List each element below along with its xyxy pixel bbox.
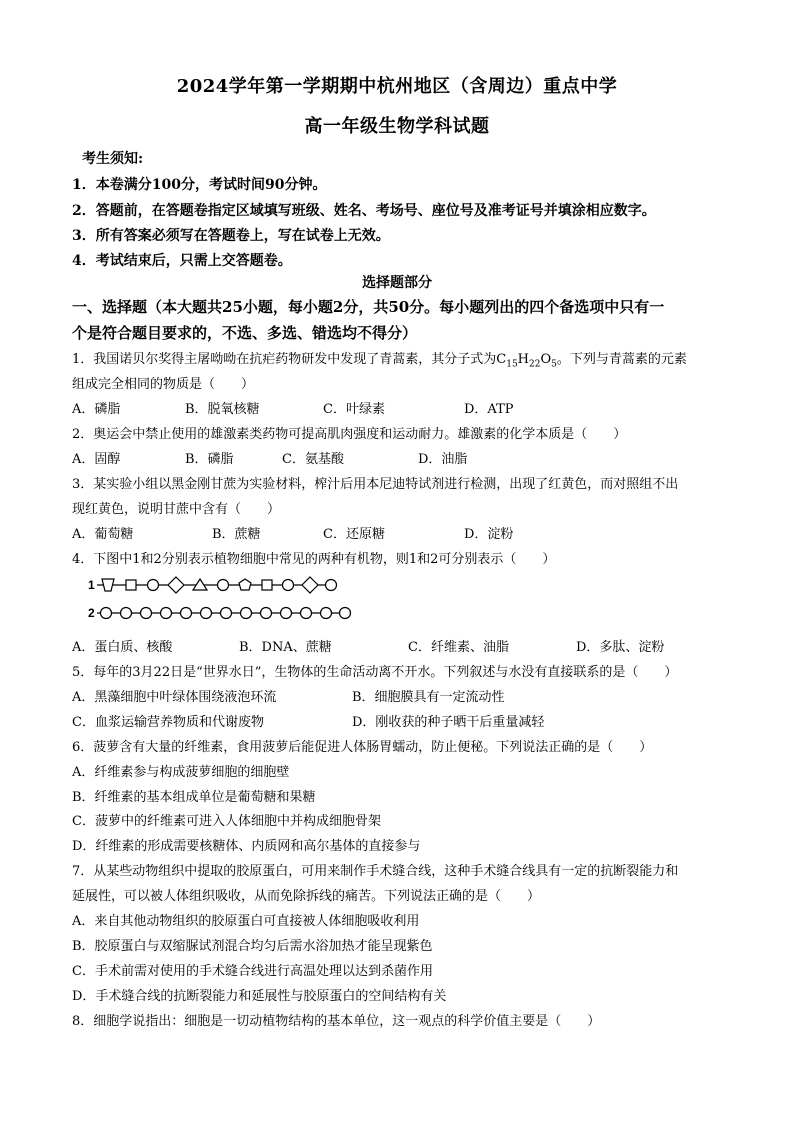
exam-subtitle: 高一年级生物学科试题 — [304, 116, 490, 137]
chain-1-square — [262, 580, 272, 590]
q3-option-d: D．淀粉 — [464, 527, 514, 542]
q6-option-c: C．菠萝中的纤维素可进入人体细胞中并构成细胞骨架 — [72, 814, 381, 829]
q2-option-b: B．磷脂 — [185, 452, 234, 467]
section-title: 选择题部分 — [362, 275, 432, 291]
chain-2-circle — [340, 608, 351, 619]
question-1-stem — [72, 348, 687, 370]
q1-formula-h: H — [517, 352, 530, 367]
chain-1-trapezoid — [102, 579, 114, 591]
question-8-stem: 8．细胞学说指出：细胞是一切动植物结构的基本单位，这一观点的科学价值主要是（ ） — [72, 1014, 601, 1029]
q7-option-c: C．手术前需对使用的手术缝合线进行高温处理以达到杀菌作用 — [72, 964, 433, 979]
chain-2-circle — [221, 608, 232, 619]
question-7-stem-line2: 延展性，可以被人体组织吸收，从而免除拆线的痛苦。下列说法正确的是（ ） — [72, 889, 541, 904]
q1-option-c: C．叶绿素 — [323, 402, 385, 417]
q2-option-c: C．氨基酸 — [282, 452, 344, 467]
q5-option-c: C．血浆运输营养物质和代谢废物 — [72, 715, 264, 730]
q5-option-d: D．刚收获的种子晒干后重量减轻 — [352, 715, 545, 730]
chain-2-circle — [261, 608, 272, 619]
part-heading-line2: 个是符合题目要求的，不选、多选、错选均不得分） — [72, 324, 418, 342]
question-2-stem: 2．奥运会中禁止使用的雄激素类药物可提高肌肉强度和运动耐力。雄激素的化学本质是（ ） — [72, 427, 627, 442]
question-3-stem-line2: 现红黄色，说明甘蔗中含有（ ） — [72, 502, 281, 517]
q1-formula-sub-5: 5 — [551, 359, 557, 370]
part-heading — [72, 294, 732, 346]
q3-option-a: A．葡萄糖 — [72, 527, 134, 542]
part-heading-line1: 一、选择题（本大题共25小题，每小题2分，共50分。每小题列出的四个备选项中只有一 — [72, 298, 665, 316]
chain-2-circle — [301, 608, 312, 619]
question-1-stem-line2: 组成完全相同的物质是（ ） — [72, 377, 255, 392]
q4-option-a: A．蛋白质、核酸 — [72, 640, 173, 655]
question-4-stem: 4．下图中1和2分别表示植物细胞中常见的两种有机物，则1和2可分别表示（ ） — [72, 552, 556, 567]
chain-2-circle — [181, 608, 192, 619]
monomer-chain-figure — [88, 572, 358, 626]
notice-item: 2．答题前，在答题卷指定区域填写班级、姓名、考场号、座位号及准考证号并填涂相应数字。 — [72, 203, 656, 219]
q1-stem-pre: 1．我国诺贝尔奖得主屠呦呦在抗疟药物研发中发现了青蒿素，其分子式为C — [72, 352, 507, 367]
chain-1-label: 1 — [88, 578, 95, 592]
chain-1-diamond — [302, 577, 318, 593]
chain-2-label: 2 — [88, 606, 95, 620]
chain-1-diamond — [168, 577, 184, 593]
q6-option-d: D．纤维素的形成需要核糖体、内质网和高尔基体的直接参与 — [72, 839, 421, 854]
chain-2-circle — [281, 608, 292, 619]
chain-1-circle — [218, 580, 229, 591]
chain-2-circle — [321, 608, 332, 619]
chain-1-circle — [283, 580, 294, 591]
q5-option-b: B．细胞膜具有一定流动性 — [352, 690, 505, 705]
q1-formula-sub-15: 15 — [506, 359, 518, 370]
chain-2-circle — [161, 608, 172, 619]
q3-option-b: B．蔗糖 — [212, 527, 261, 542]
exam-title: 2024学年第一学期期中杭州地区（含周边）重点中学 — [176, 76, 618, 97]
q4-option-d: D．多肽、淀粉 — [576, 640, 665, 655]
notice-heading: 考生须知: — [82, 151, 144, 167]
q5-option-a: A．黑藻细胞中叶绿体围绕液泡环流 — [72, 690, 277, 705]
q7-option-d: D．手术缝合线的抗断裂能力和延展性与胶原蛋白的空间结构有关 — [72, 989, 447, 1004]
chain-2-circle — [101, 608, 112, 619]
q1-option-d: D．ATP — [464, 402, 514, 417]
q7-option-a: A．来自其他动物组织的胶原蛋白可直接被人体细胞吸收利用 — [72, 914, 420, 929]
q2-option-d: D．油脂 — [418, 452, 468, 467]
q4-option-c: C．纤维素、油脂 — [408, 640, 509, 655]
notice-item: 4．考试结束后，只需上交答题卷。 — [72, 253, 292, 269]
chain-1-pentagon — [239, 579, 251, 590]
chain-1-circle — [326, 580, 337, 591]
chain-1-circle — [148, 580, 159, 591]
q1-formula-sub-22: 22 — [529, 359, 541, 370]
q3-option-c: C．还原糖 — [323, 527, 385, 542]
question-6-stem: 6．菠萝含有大量的纤维素，食用菠萝后能促进人体肠胃蠕动，防止便秘。下列说法正确的是（ ） — [72, 740, 653, 755]
question-5-stem: 5．每年的3月22日是“世界水日”，生物体的生命活动离不开水。下列叙述与水没有直接联系的是（ ） — [72, 665, 678, 680]
q6-option-b: B．纤维素的基本组成单位是葡萄糖和果糖 — [72, 790, 316, 805]
q6-option-a: A．纤维素参与构成菠萝细胞的细胞壁 — [72, 765, 290, 780]
notice-item: 1．本卷满分100分，考试时间90分钟。 — [72, 177, 327, 193]
q2-option-a: A．固醇 — [72, 452, 121, 467]
question-3-stem: 3．某实验小组以黑金刚甘蔗为实验材料，榨汁后用本尼迪特试剂进行检测，出现了红黄色，而对照组不出 — [72, 477, 679, 492]
chain-1-square — [126, 580, 136, 590]
notice-item: 3．所有答案必须写在答题卷上，写在试卷上无效。 — [72, 228, 390, 244]
chain-2-circle — [141, 608, 152, 619]
q4-option-b: B．DNA、蔗糖 — [239, 640, 332, 655]
q7-option-b: B．胶原蛋白与双缩脲试剂混合均匀后需水浴加热才能呈现紫色 — [72, 939, 433, 954]
q1-stem-post: 。下列与青蒿素的元素 — [556, 352, 687, 367]
chain-2-circle — [201, 608, 212, 619]
question-7-stem: 7．从某些动物组织中提取的胶原蛋白，可用来制作手术缝合线，这种手术缝合线具有一定的抗断裂能力和 — [72, 864, 679, 879]
q1-option-a: A．磷脂 — [72, 402, 121, 417]
q1-option-b: B．脱氧核糖 — [185, 402, 260, 417]
q1-formula-o: O — [540, 352, 552, 367]
chain-2-circle — [241, 608, 252, 619]
chain-2-circle — [121, 608, 132, 619]
